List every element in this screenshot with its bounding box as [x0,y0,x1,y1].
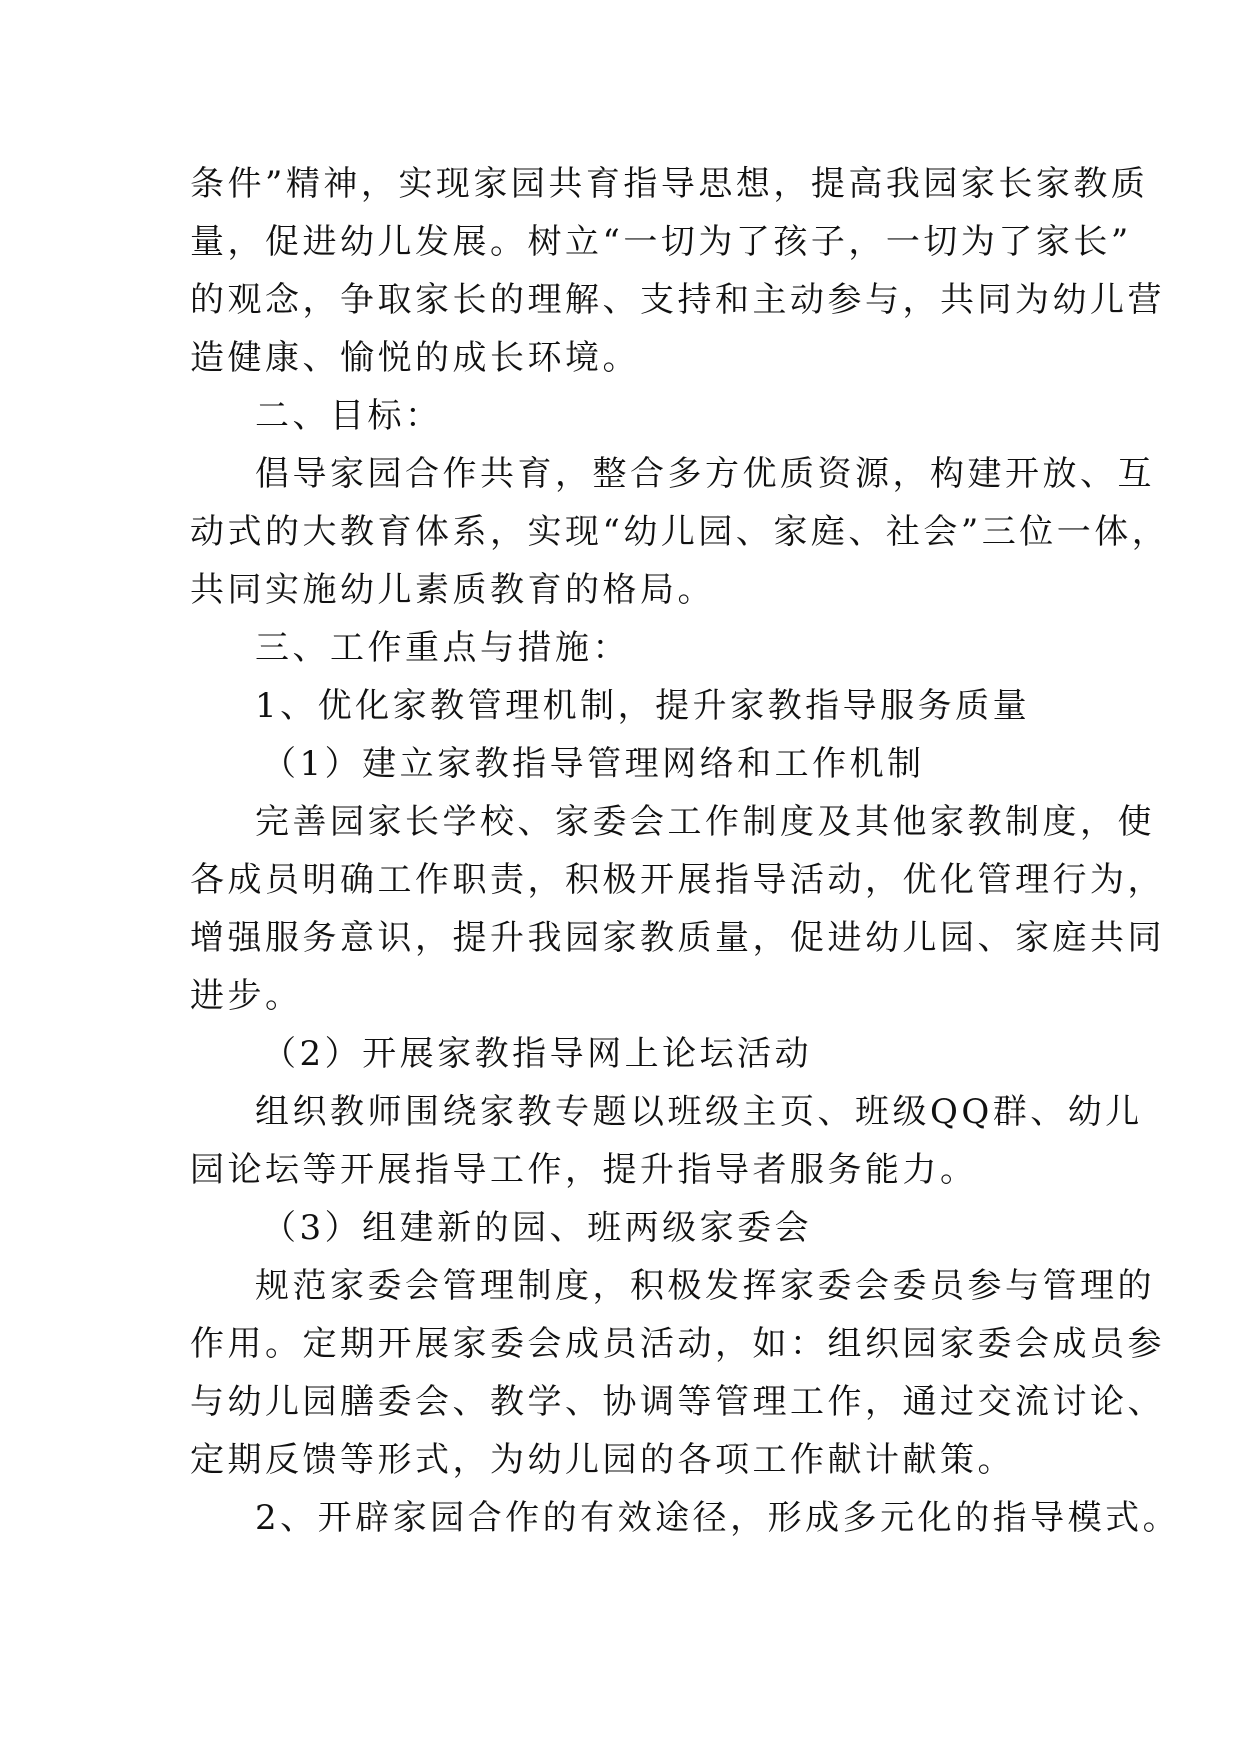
text-line: 倡导家园合作共育，整合多方优质资源，构建开放、互 [255,454,1155,494]
section-heading-measures: 三、工作重点与措施： [255,628,630,668]
section-heading-goals: 二、目标： [255,396,443,436]
item-heading-1: （1）建立家教指导管理网络和工作机制 [262,744,925,784]
text-line: 造健康、愉悦的成长环境。 [190,338,640,378]
text-line: 规范家委会管理制度，积极发挥家委会委员参与管理的 [255,1266,1155,1306]
text-line: 进步。 [190,976,303,1016]
text-line: 与幼儿园膳委会、教学、协调等管理工作，通过交流讨论、 [190,1382,1165,1422]
text-line: 条件”精神，实现家园共育指导思想，提高我园家长家教质 [190,164,1149,204]
text-line: 动式的大教育体系，实现“幼儿园、家庭、社会”三位一体， [190,512,1170,552]
text-line: 园论坛等开展指导工作，提升指导者服务能力。 [190,1150,978,1190]
text-line: 作用。定期开展家委会成员活动，如：组织园家委会成员参 [190,1324,1165,1364]
text-line: 完善园家长学校、家委会工作制度及其他家教制度，使 [255,802,1155,842]
text-line: 组织教师围绕家教专题以班级主页、班级QQ群、幼儿 [255,1092,1143,1132]
text-line: 的观念，争取家长的理解、支持和主动参与，共同为幼儿营 [190,280,1165,320]
text-line: 增强服务意识，提升我园家教质量，促进幼儿园、家庭共同 [190,918,1165,958]
text-line: 定期反馈等形式，为幼儿园的各项工作献计献策。 [190,1440,1015,1480]
subsection-heading-2: 2、开辟家园合作的有效途径，形成多元化的指导模式。 [255,1498,1181,1538]
subsection-heading-1: 1、优化家教管理机制，提升家教指导服务质量 [255,686,1031,726]
text-line: 量，促进幼儿发展。树立“一切为了孩子，一切为了家长” [190,222,1132,262]
text-line: 共同实施幼儿素质教育的格局。 [190,570,715,610]
item-heading-3: （3）组建新的园、班两级家委会 [262,1208,813,1248]
item-heading-2: （2）开展家教指导网上论坛活动 [262,1034,813,1074]
text-line: 各成员明确工作职责，积极开展指导活动，优化管理行为， [190,860,1165,900]
